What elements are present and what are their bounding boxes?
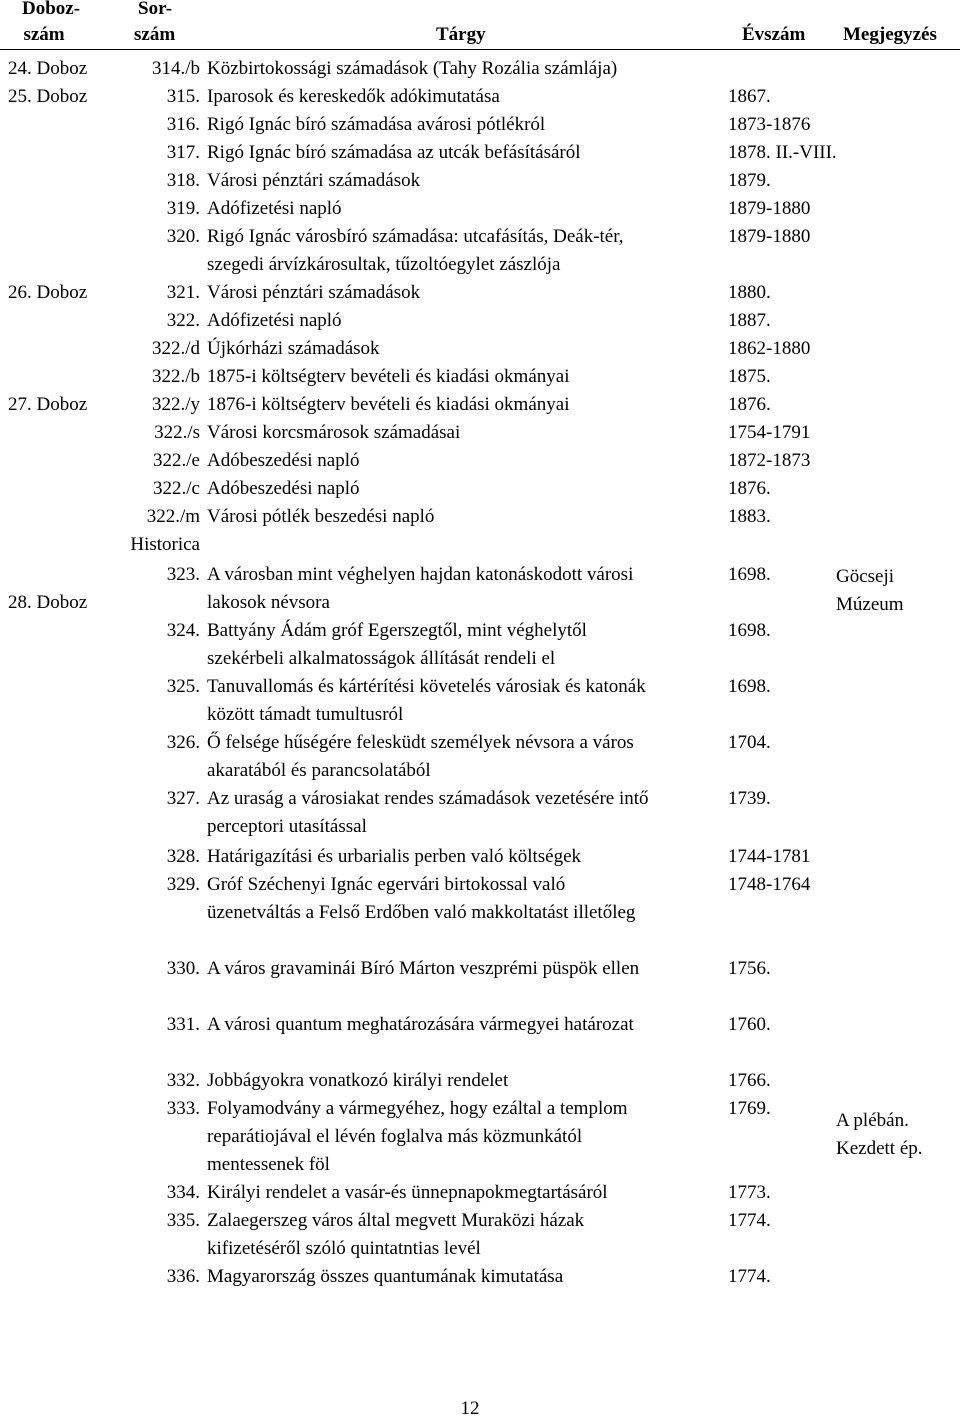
sorszam-cell: 328. xyxy=(166,846,200,867)
sorszam-cell: 316. xyxy=(166,114,200,135)
targy-line: Közbirtokossági számadások (Tahy Rozália számlája) xyxy=(207,58,618,79)
targy-line: A város gravaminái Bíró Márton veszprémi püspök ellen xyxy=(207,958,640,979)
megjegyzes-line: Kezdett ép. xyxy=(836,1138,923,1159)
sorszam-cell: 332. xyxy=(166,1070,200,1091)
sorszam-cell: 320. xyxy=(166,226,200,247)
evszam-cell: 1876. xyxy=(728,394,771,415)
evszam-cell: 1774. xyxy=(728,1266,771,1287)
targy-line: kifizetéséről szóló quintatntias levél xyxy=(207,1238,481,1259)
sorszam-cell: 325. xyxy=(166,676,200,697)
evszam-cell: 1876. xyxy=(728,478,771,499)
targy-line: perceptori utasítással xyxy=(207,816,367,837)
evszam-cell: 1879-1880 xyxy=(728,226,811,247)
sorszam-cell: 327. xyxy=(166,788,200,809)
targy-line: A városi quantum meghatározására vármegyei határozat xyxy=(207,1014,634,1035)
doboz-cell: 28. Doboz xyxy=(8,592,88,613)
targy-line: szekérbeli alkalmatosságok állítását rendeli el xyxy=(207,648,556,669)
page-number: 12 xyxy=(460,1398,480,1419)
targy-line: Adófizetési napló xyxy=(207,310,342,331)
targy-line: akaratából és parancsolatából xyxy=(207,760,431,781)
evszam-cell: 1872-1873 xyxy=(728,450,811,471)
sorszam-cell: 314./b xyxy=(151,58,200,79)
targy-line: Magyarország összes quantumának kimutatása xyxy=(207,1266,564,1287)
doboz-cell: 26. Doboz xyxy=(8,282,88,303)
targy-line: Adóbeszedési napló xyxy=(207,478,360,499)
targy-line: Városi pénztári számadások xyxy=(207,170,421,191)
sorszam-cell: 322./y xyxy=(151,394,200,415)
sorszam-cell: 331. xyxy=(166,1014,200,1035)
sorszam-cell: 322./m xyxy=(146,506,200,527)
sorszam-cell: 321. xyxy=(166,282,200,303)
doboz-cell: 27. Doboz xyxy=(8,394,88,415)
sorszam-cell: 318. xyxy=(166,170,200,191)
targy-line: Jobbágyokra vonatkozó királyi rendelet xyxy=(207,1070,509,1091)
targy-line: Tanuvallomás és kártérítési követelés városiak és katonák xyxy=(207,676,646,697)
evszam-cell: 1698. xyxy=(728,564,771,585)
header-doboz-line1: Doboz- xyxy=(22,0,81,19)
targy-line: mentessenek föl xyxy=(207,1154,330,1175)
sorszam-cell: 322./s xyxy=(154,422,200,443)
evszam-cell: 1879. xyxy=(728,170,771,191)
targy-line: Adóbeszedési napló xyxy=(207,450,360,471)
sorszam-cell: Historica xyxy=(130,534,200,555)
header-sor xyxy=(134,0,176,48)
evszam-cell: 1873-1876 xyxy=(728,114,811,135)
evszam-cell: 1774. xyxy=(728,1210,771,1231)
sorszam-cell: 315. xyxy=(166,86,200,107)
sorszam-cell: 334. xyxy=(166,1182,200,1203)
targy-line: üzenetváltás a Felső Erdőben való makkoltatást illetőleg xyxy=(207,902,636,923)
evszam-cell: 1766. xyxy=(728,1070,771,1091)
targy-line: szegedi árvízkárosultak, tűzoltóegylet zászlója xyxy=(207,254,561,275)
targy-line: Városi korcsmárosok számadásai xyxy=(207,422,461,443)
evszam-cell: 1769. xyxy=(728,1098,771,1119)
targy-line: Adófizetési napló xyxy=(207,198,342,219)
doboz-cell: 25. Doboz xyxy=(8,86,88,107)
sorszam-cell: 322. xyxy=(166,310,200,331)
evszam-cell: 1739. xyxy=(728,788,771,809)
targy-line: Zalaegerszeg város által megvett Muraközi házak xyxy=(207,1210,585,1231)
sorszam-cell: 322./e xyxy=(153,450,200,471)
evszam-cell: 1862-1880 xyxy=(728,338,811,359)
sorszam-cell: 330. xyxy=(166,958,200,979)
sorszam-cell: 322./b xyxy=(151,366,200,387)
evszam-cell: 1875. xyxy=(728,366,771,387)
targy-line: Ő felsége hűségére felesküdt személyek névsora a város xyxy=(207,732,634,753)
sorszam-cell: 323. xyxy=(166,564,200,585)
targy-line: A városban mint véghelyen hajdan katonáskodott városi xyxy=(207,564,634,585)
evszam-cell: 1704. xyxy=(728,732,771,753)
evszam-cell: 1756. xyxy=(728,958,771,979)
targy-line: 1875-i költségterv bevételi és kiadási okmányai xyxy=(207,366,570,387)
header-megjegyzes: Megjegyzés xyxy=(843,24,937,45)
header-doboz-line2: szám xyxy=(23,24,65,45)
header-sor-line1: Sor- xyxy=(138,0,173,19)
evszam-cell: 1773. xyxy=(728,1182,771,1203)
targy-line: Városi pénztári számadások xyxy=(207,282,421,303)
header-rule xyxy=(0,49,960,50)
evszam-cell: 1754-1791 xyxy=(728,422,811,443)
megjegyzes-line: A plébán. xyxy=(836,1110,909,1131)
targy-line: Battyány Ádám gróf Egerszegtől, mint véghelytől xyxy=(207,620,587,641)
doboz-cell: 24. Doboz xyxy=(8,58,88,79)
targy-line: Rigó Ignác bíró számadása avárosi pótlékról xyxy=(207,114,546,135)
sorszam-cell: 322./d xyxy=(151,338,200,359)
evszam-cell: 1760. xyxy=(728,1014,771,1035)
targy-line: lakosok névsora xyxy=(207,592,330,613)
sorszam-cell: 335. xyxy=(166,1210,200,1231)
sorszam-cell: 322./c xyxy=(153,478,200,499)
sorszam-cell: 319. xyxy=(166,198,200,219)
evszam-cell: 1887. xyxy=(728,310,771,331)
header-targy: Tárgy xyxy=(436,24,486,45)
targy-line: Gróf Széchenyi Ignác egervári birtokossal való xyxy=(207,874,566,895)
megjegyzes-line: Múzeum xyxy=(836,594,904,615)
header-evszam: Évszám xyxy=(742,24,806,45)
evszam-cell: 1883. xyxy=(728,506,771,527)
evszam-cell: 1867. xyxy=(728,86,771,107)
evszam-cell: 1880. xyxy=(728,282,771,303)
targy-line: Városi pótlék beszedési napló xyxy=(207,506,435,527)
targy-line: 1876-i költségterv bevételi és kiadási okmányai xyxy=(207,394,570,415)
header-doboz xyxy=(22,0,80,48)
sorszam-cell: 336. xyxy=(166,1266,200,1287)
targy-line: Folyamodvány a vármegyéhez, hogy ezáltal a templom xyxy=(207,1098,628,1119)
evszam-cell: 1748-1764 xyxy=(728,874,811,895)
sorszam-cell: 317. xyxy=(166,142,200,163)
targy-line: Határigazítási és urbarialis perben való költségek xyxy=(207,846,582,867)
evszam-cell: 1698. xyxy=(728,620,771,641)
evszam-cell: 1744-1781 xyxy=(728,846,811,867)
targy-line: Királyi rendelet a vasár-és ünnepnapokmegtartásáról xyxy=(207,1182,608,1203)
evszam-cell: 1698. xyxy=(728,676,771,697)
targy-line: Rigó Ignác városbíró számadása: utcafásítás, Deák-tér, xyxy=(207,226,624,247)
targy-line: Újkórházi számadások xyxy=(207,338,380,359)
header-sor-line2: szám xyxy=(134,24,176,45)
evszam-cell: 1878. II.-VIII. xyxy=(728,142,837,163)
sorszam-cell: 324. xyxy=(166,620,200,641)
evszam-cell: 1879-1880 xyxy=(728,198,811,219)
targy-line: Az uraság a városiakat rendes számadások vezetésére intő xyxy=(207,788,649,809)
targy-line: Iparosok és kereskedők adókimutatása xyxy=(207,86,500,107)
megjegyzes-line: Göcseji xyxy=(836,566,895,587)
sorszam-cell: 329. xyxy=(166,874,200,895)
sorszam-cell: 326. xyxy=(166,732,200,753)
targy-line: Rigó Ignác bíró számadása az utcák befásításáról xyxy=(207,142,581,163)
sorszam-cell: 333. xyxy=(166,1098,200,1119)
targy-line: között támadt tumultusról xyxy=(207,704,404,725)
targy-line: reparátiojával el lévén foglalva más közmunkától xyxy=(207,1126,583,1147)
